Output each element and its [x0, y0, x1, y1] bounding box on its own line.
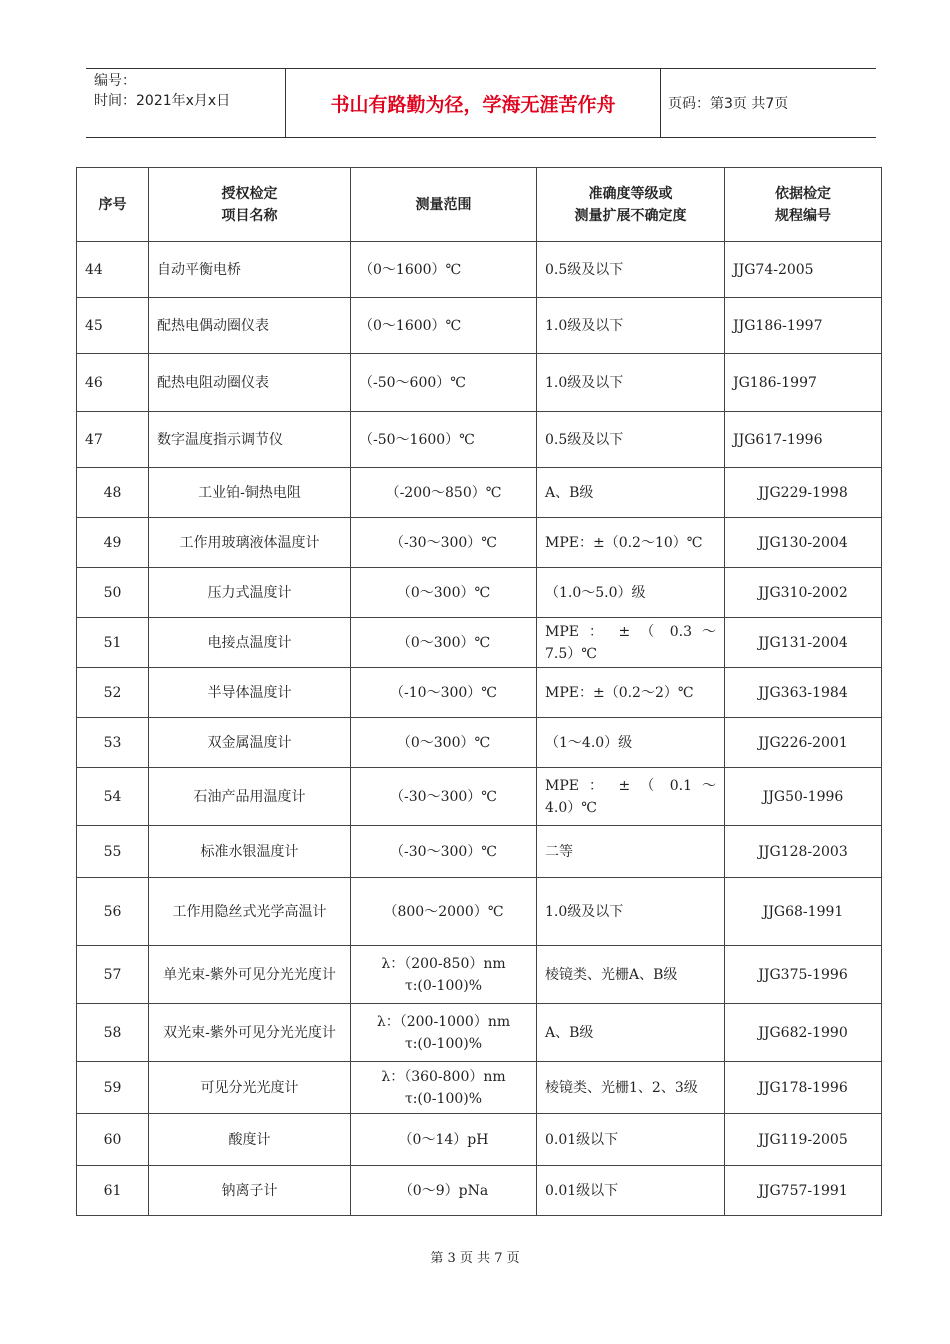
cell-code: JJG229-1998	[725, 468, 882, 518]
cell-no: 50	[77, 568, 149, 618]
table-row	[77, 1062, 882, 1114]
cell-code: JJG131-2004	[725, 618, 882, 668]
table-row	[77, 468, 882, 518]
cell-range: （-50～600）℃	[351, 354, 537, 412]
cell-accuracy: 0.01级以下	[537, 1114, 725, 1166]
cell-accuracy: MPE ： ± （ 0.3 ～ 7.5）℃	[537, 618, 725, 668]
cell-accuracy: （1.0～5.0）级	[537, 568, 725, 618]
cell-range: （-30～300）℃	[351, 768, 537, 826]
cell-code: JJG50-1996	[725, 768, 882, 826]
table-row	[77, 618, 882, 668]
table-row	[77, 1004, 882, 1062]
page-footer: 第 3 页 共 7 页	[430, 1251, 520, 1266]
table-row	[77, 242, 882, 298]
cell-code: JG186-1997	[725, 354, 882, 412]
cell-no: 59	[77, 1062, 149, 1114]
cell-no: 48	[77, 468, 149, 518]
cell-no: 60	[77, 1114, 149, 1166]
cell-accuracy: MPE ： ± （ 0.1 ～ 4.0）℃	[537, 768, 725, 826]
cell-no: 51	[77, 618, 149, 668]
header-motto: 书山有路勤为径，学海无涯苦作舟	[286, 69, 661, 137]
cell-name: 工作用玻璃液体温度计	[149, 518, 351, 568]
cell-range: （-30～300）℃	[351, 518, 537, 568]
table-row	[77, 412, 882, 468]
cell-no: 61	[77, 1166, 149, 1216]
table-row	[77, 878, 882, 946]
header-page: 页码：第3页 共7页	[668, 96, 789, 112]
cell-range: （-50～1600）℃	[351, 412, 537, 468]
cell-range: λ：（200-850）nm τ:(0-100)%	[351, 946, 537, 1004]
cell-accuracy: 棱镜类、光栅1、2、3级	[537, 1062, 725, 1114]
cell-code: JJG128-2003	[725, 826, 882, 878]
cell-range: （-200～850）℃	[351, 468, 537, 518]
cell-name: 标准水银温度计	[149, 826, 351, 878]
cell-accuracy: MPE：±（0.2～10）℃	[537, 518, 725, 568]
cell-code: JJG375-1996	[725, 946, 882, 1004]
cell-accuracy: 0.5级及以下	[537, 412, 725, 468]
cell-code: JJG363-1984	[725, 668, 882, 718]
cell-name: 电接点温度计	[149, 618, 351, 668]
cell-name: 半导体温度计	[149, 668, 351, 718]
cell-accuracy: 1.0级及以下	[537, 298, 725, 354]
cell-code: JJG617-1996	[725, 412, 882, 468]
page-header	[86, 68, 876, 138]
table-row	[77, 718, 882, 768]
table-header-row	[77, 168, 882, 242]
cell-no: 54	[77, 768, 149, 826]
cell-name: 单光束-紫外可见分光光度计	[149, 946, 351, 1004]
cell-no: 49	[77, 518, 149, 568]
cell-name: 可见分光光度计	[149, 1062, 351, 1114]
cell-name: 自动平衡电桥	[149, 242, 351, 298]
cell-no: 58	[77, 1004, 149, 1062]
cell-name: 配热电阻动圈仪表	[149, 354, 351, 412]
cell-code: JJG226-2001	[725, 718, 882, 768]
cell-code: JJG178-1996	[725, 1062, 882, 1114]
cell-name: 钠离子计	[149, 1166, 351, 1216]
cell-range: （0～300）℃	[351, 568, 537, 618]
cell-code: JJG186-1997	[725, 298, 882, 354]
cell-range: （0～300）℃	[351, 618, 537, 668]
table-row	[77, 298, 882, 354]
cell-range: （-10～300）℃	[351, 668, 537, 718]
cell-no: 53	[77, 718, 149, 768]
cell-accuracy: 1.0级及以下	[537, 878, 725, 946]
cell-range: （0～9）pNa	[351, 1166, 537, 1216]
cell-code: JJG682-1990	[725, 1004, 882, 1062]
cell-range: （0～1600）℃	[351, 298, 537, 354]
cell-name: 酸度计	[149, 1114, 351, 1166]
cell-accuracy: 0.01级以下	[537, 1166, 725, 1216]
table-row	[77, 1114, 882, 1166]
col-header-accuracy: 准确度等级或 测量扩展不确定度	[537, 168, 725, 242]
cell-no: 46	[77, 354, 149, 412]
cell-code: JJG119-2005	[725, 1114, 882, 1166]
table-row	[77, 668, 882, 718]
cell-accuracy: 棱镜类、光栅A、B级	[537, 946, 725, 1004]
cell-accuracy: （1～4.0）级	[537, 718, 725, 768]
cell-accuracy: 0.5级及以下	[537, 242, 725, 298]
cell-name: 石油产品用温度计	[149, 768, 351, 826]
cell-name: 配热电偶动圈仪表	[149, 298, 351, 354]
cell-no: 52	[77, 668, 149, 718]
cell-no: 56	[77, 878, 149, 946]
cell-accuracy: 1.0级及以下	[537, 354, 725, 412]
cell-name: 工业铂-铜热电阻	[149, 468, 351, 518]
cell-range: λ：（200-1000）nm τ:(0-100)%	[351, 1004, 537, 1062]
cell-accuracy: MPE：±（0.2～2）℃	[537, 668, 725, 718]
cell-accuracy: 二等	[537, 826, 725, 878]
cell-range: （800～2000）℃	[351, 878, 537, 946]
col-header-code: 依据检定 规程编号	[725, 168, 882, 242]
cell-no: 47	[77, 412, 149, 468]
cell-no: 55	[77, 826, 149, 878]
cell-code: JJG130-2004	[725, 518, 882, 568]
col-header-name: 授权检定 项目名称	[149, 168, 351, 242]
cell-no: 44	[77, 242, 149, 298]
cell-range: （0～1600）℃	[351, 242, 537, 298]
cell-name: 压力式温度计	[149, 568, 351, 618]
cell-no: 45	[77, 298, 149, 354]
cell-no: 57	[77, 946, 149, 1004]
cell-accuracy: A、B级	[537, 468, 725, 518]
cell-range: （0～300）℃	[351, 718, 537, 768]
authorization-table	[76, 167, 882, 1216]
cell-code: JJG310-2002	[725, 568, 882, 618]
table-row	[77, 826, 882, 878]
table-row	[77, 354, 882, 412]
cell-name: 数字温度指示调节仪	[149, 412, 351, 468]
cell-range: λ：（360-800）nm τ:(0-100)%	[351, 1062, 537, 1114]
table-row	[77, 1166, 882, 1216]
table-row	[77, 518, 882, 568]
header-time: 时间：2021年x月x日	[94, 93, 231, 109]
cell-code: JJG68-1991	[725, 878, 882, 946]
cell-range: （-30～300）℃	[351, 826, 537, 878]
table-body	[77, 242, 882, 1216]
cell-name: 工作用隐丝式光学高温计	[149, 878, 351, 946]
header-meta	[86, 69, 286, 137]
table-row	[77, 568, 882, 618]
cell-accuracy: A、B级	[537, 1004, 725, 1062]
header-number: 编号：	[94, 73, 136, 89]
cell-code: JJG74-2005	[725, 242, 882, 298]
table-row	[77, 768, 882, 826]
table-row	[77, 946, 882, 1004]
cell-code: JJG757-1991	[725, 1166, 882, 1216]
cell-range: （0～14）pH	[351, 1114, 537, 1166]
col-header-no: 序号	[77, 168, 149, 242]
col-header-range: 测量范围	[351, 168, 537, 242]
cell-name: 双金属温度计	[149, 718, 351, 768]
cell-name: 双光束-紫外可见分光光度计	[149, 1004, 351, 1062]
